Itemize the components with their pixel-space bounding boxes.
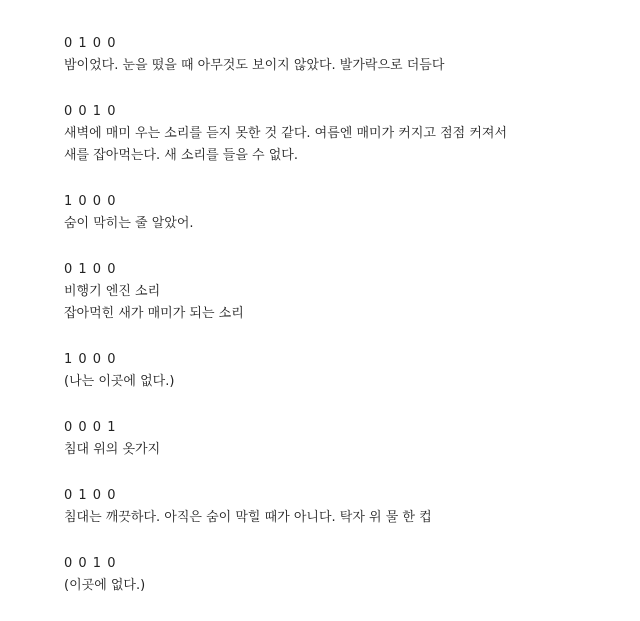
- stanza-code: 1 0 0 0: [64, 194, 117, 209]
- stanza-code: 0 1 0 0: [64, 36, 117, 51]
- stanza-line: (이곳에 없다.): [64, 578, 146, 593]
- stanza-line: 침대 위의 옷가지: [64, 442, 161, 457]
- stanza-code: 0 0 1 0: [64, 556, 117, 571]
- stanza-line: 숨이 막히는 줄 알았어.: [64, 216, 194, 231]
- stanza-2: [64, 101, 624, 167]
- stanza-code: 0 1 0 0: [64, 262, 117, 277]
- stanza-4: [64, 259, 624, 325]
- document-body: [64, 33, 624, 621]
- stanza-line: 잡아먹힌 새가 매미가 되는 소리: [64, 306, 244, 321]
- stanza-code: 0 1 0 0: [64, 488, 117, 503]
- stanza-line: 밤이었다. 눈을 떴을 때 아무것도 보이지 않았다. 발가락으로 더듬다: [64, 58, 445, 73]
- stanza-line: 비행기 엔진 소리: [64, 284, 161, 299]
- stanza-line: 새벽에 매미 우는 소리를 듣지 못한 것 같다. 여름엔 매미가 커지고 점점 커져서: [64, 126, 508, 141]
- stanza-1: [64, 33, 624, 77]
- stanza-line: 새를 잡아먹는다. 새 소리를 들을 수 없다.: [64, 148, 298, 163]
- stanza-5: [64, 349, 624, 393]
- stanza-code: 0 0 0 1: [64, 420, 117, 435]
- stanza-code: 1 0 0 0: [64, 352, 117, 367]
- stanza-3: [64, 191, 624, 235]
- stanza-line: (나는 이곳에 없다.): [64, 374, 175, 389]
- stanza-8: [64, 553, 624, 597]
- stanza-6: [64, 417, 624, 461]
- stanza-7: [64, 485, 624, 529]
- stanza-line: 침대는 깨끗하다. 아직은 숨이 막힐 때가 아니다. 탁자 위 물 한 컵: [64, 510, 432, 525]
- stanza-code: 0 0 1 0: [64, 104, 117, 119]
